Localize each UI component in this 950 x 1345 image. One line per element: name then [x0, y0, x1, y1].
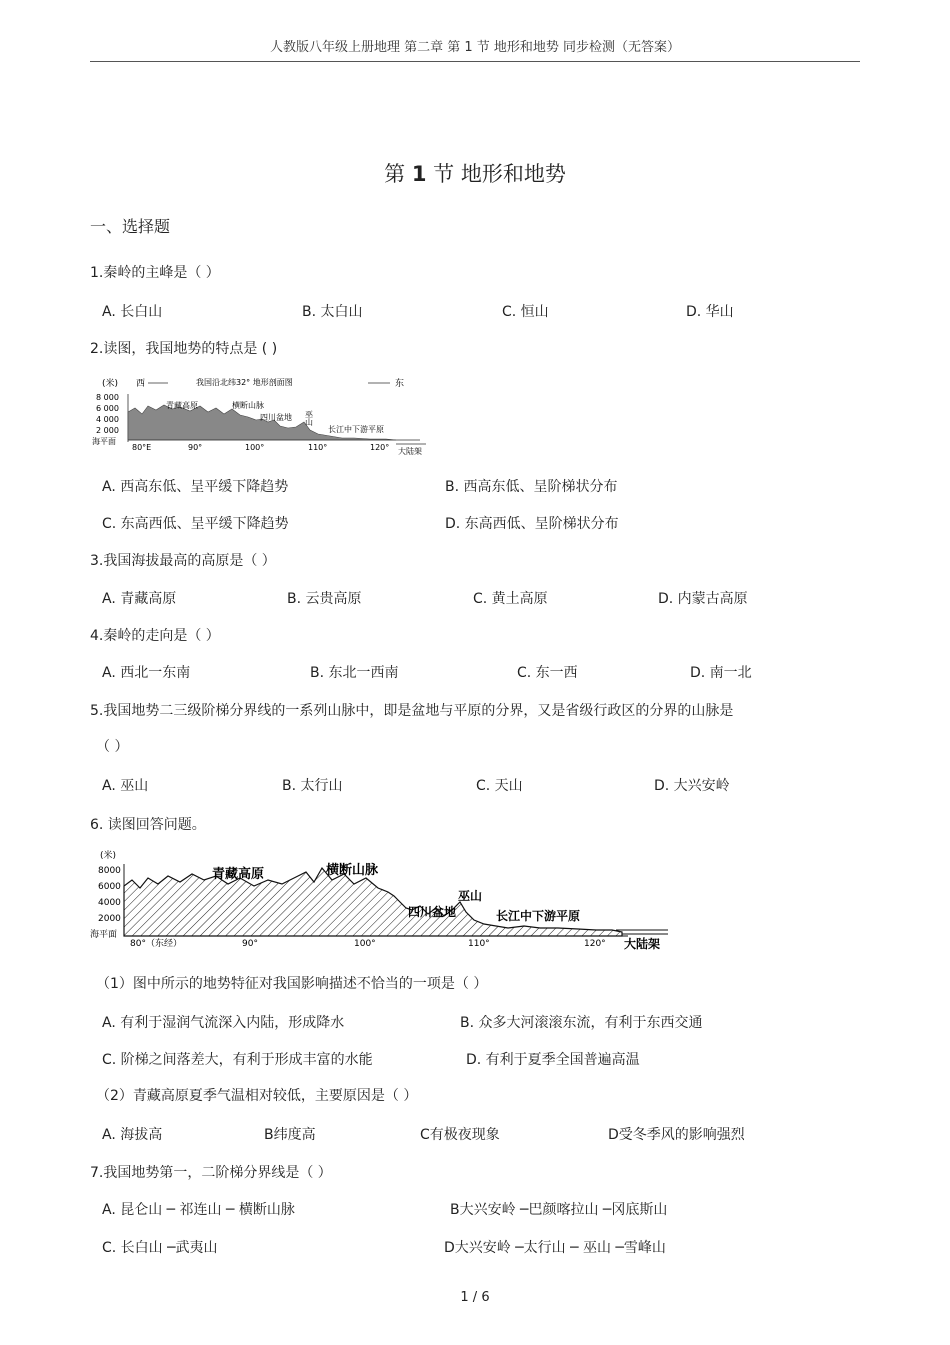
fig2-ytick-4000: 4000: [98, 898, 121, 908]
fig2-ytick-2000: 2000: [98, 914, 121, 924]
fig2-sea-level: 海平面: [90, 930, 118, 940]
fig1-label-sichuan: 四川盆地: [260, 413, 292, 422]
fig1-west-label: 西: [136, 379, 146, 389]
fig2-label-qinghai-tibet: 青藏高原: [212, 867, 265, 882]
q1-option-d: D. 华山: [686, 304, 734, 320]
fig1-sea-level: 海平面: [92, 437, 116, 446]
question-4-stem: 4.秦岭的走向是（ ）: [90, 628, 220, 644]
fig2-ytick-8000: 8000: [98, 866, 121, 876]
q4-option-a: A. 西北一东南: [102, 665, 191, 681]
title-pre: 第: [384, 162, 412, 186]
q3-option-d: D. 内蒙古高原: [658, 591, 748, 607]
fig1-label-qinghai-tibet: 青藏高原: [166, 401, 198, 410]
q6-sub1-option-c: C. 阶梯之间落差大，有利于形成丰富的水能: [102, 1052, 373, 1068]
fig2-terrain-area: [124, 868, 622, 936]
fig2-xtick-110: 110°: [468, 939, 490, 949]
q5-option-b: B. 太行山: [282, 778, 343, 794]
fig1-ytick-2000: 2 000: [96, 426, 119, 435]
fig2-xtick-80: 80°（东经）: [130, 939, 182, 949]
fig1-label-wushan: 巫山: [304, 410, 314, 426]
q6-sub2-stem: （2）青藏高原夏季气温相对较低，主要原因是（ ）: [96, 1088, 418, 1104]
terrain-profile-figure-2: [88, 844, 678, 956]
fig2-label-wushan: 巫山: [458, 889, 483, 903]
title-number: 1: [411, 162, 427, 186]
question-6-stem: 6. 读图回答问题。: [90, 817, 206, 833]
fig2-ytick-6000: 6000: [98, 882, 121, 892]
fig1-terrain-area: [128, 405, 396, 440]
q1-option-c: C. 恒山: [502, 304, 549, 320]
q1-option-a: A. 长白山: [102, 304, 163, 320]
q5-option-d: D. 大兴安岭: [654, 778, 730, 794]
fig1-xtick-120: 120°: [370, 443, 390, 452]
fig1-xtick-110: 110°: [308, 443, 328, 452]
q1-option-b: B. 太白山: [302, 304, 363, 320]
fig2-label-changjiang: 长江中下游平原: [496, 909, 581, 923]
page-title: [0, 158, 950, 188]
fig1-east-label: 东: [395, 379, 405, 389]
q6-sub1-option-d: D. 有利于夏季全国普遍高温: [466, 1052, 640, 1068]
fig1-caption: 我国沿北纬32° 地形剖面图: [196, 378, 293, 387]
q7-option-c: C. 长白山 ─武夷山: [102, 1240, 218, 1256]
q4-option-c: C. 东一西: [517, 665, 578, 681]
q6-sub2-option-b: B纬度高: [264, 1127, 316, 1143]
q6-sub2-option-a: A. 海拔高: [102, 1127, 163, 1143]
fig2-label-hengduan: 横断山脉: [326, 863, 379, 878]
question-2-stem: 2.读图，我国地势的特点是 ( ): [90, 341, 278, 357]
q6-sub1-option-a: A. 有利于湿润气流深入内陆，形成降水: [102, 1015, 345, 1031]
q6-sub2-option-d: D受冬季风的影响强烈: [608, 1127, 745, 1143]
q5-option-a: A. 巫山: [102, 778, 149, 794]
q6-sub2-option-c: C有极夜现象: [420, 1127, 500, 1143]
q3-option-a: A. 青藏高原: [102, 591, 177, 607]
fig1-xtick-100: 100°: [245, 443, 265, 452]
fig1-xtick-90: 90°: [188, 443, 203, 452]
q2-option-c: C. 东高西低、呈平缓下降趋势: [102, 516, 289, 532]
fig1-unit: (米): [102, 379, 119, 389]
fig1-ytick-6000: 6 000: [96, 404, 119, 413]
q4-option-d: D. 南一北: [690, 665, 752, 681]
q3-option-b: B. 云贵高原: [287, 591, 362, 607]
q2-option-d: D. 东高西低、呈阶梯状分布: [445, 516, 619, 532]
page-number: 1 / 6: [460, 1290, 490, 1305]
q6-sub1-stem: （1）图中所示的地势特征对我国影响描述不恰当的一项是（ ）: [96, 976, 488, 992]
fig2-label-shelf: 大陆架: [624, 937, 661, 951]
q7-option-b: B大兴安岭 ─巴颜喀拉山 ─冈底斯山: [450, 1202, 668, 1218]
q7-option-d: D大兴安岭 ─太行山 ─ 巫山 ─雪峰山: [444, 1240, 666, 1256]
title-post: 节 地形和地势: [426, 162, 566, 186]
question-7-stem: 7.我国地势第一，二阶梯分界线是（ ）: [90, 1165, 332, 1181]
header-rule: [90, 61, 860, 62]
question-5-stem: 5.我国地势二三级阶梯分界线的一系列山脉中，即是盆地与平原的分界，又是省级行政区的分界的山脉是: [90, 703, 734, 719]
fig2-label-sichuan: 四川盆地: [408, 905, 457, 919]
question-1-stem: 1.秦岭的主峰是（ ）: [90, 265, 220, 281]
fig1-ytick-8000: 8 000: [96, 393, 119, 402]
q6-sub1-option-b: B. 众多大河滚滚东流，有利于东西交通: [460, 1015, 703, 1031]
q2-option-b: B. 西高东低、呈阶梯状分布: [445, 479, 618, 495]
q4-option-b: B. 东北一西南: [310, 665, 399, 681]
section-heading: 一、选择题: [90, 217, 171, 236]
fig1-xtick-80: 80°E: [132, 443, 152, 452]
fig1-label-shelf: 大陆架: [398, 447, 422, 456]
fig2-xtick-90: 90°: [242, 939, 258, 949]
q2-option-a: A. 西高东低、呈平缓下降趋势: [102, 479, 289, 495]
fig2-xtick-100: 100°: [354, 939, 376, 949]
question-5-paren: （ ）: [96, 739, 129, 755]
fig2-xtick-120: 120°: [584, 939, 606, 949]
fig1-label-hengduan: 横断山脉: [232, 401, 264, 410]
fig2-unit: (米): [100, 851, 117, 861]
q7-option-a: A. 昆仑山 ─ 祁连山 ─ 横断山脉: [102, 1202, 295, 1218]
terrain-profile-figure-1: [90, 372, 435, 462]
page-header: 人教版八年级上册地理 第二章 第 1 节 地形和地势 同步检测（无答案）: [269, 40, 681, 55]
question-3-stem: 3.我国海拔最高的高原是（ ）: [90, 553, 276, 569]
fig1-label-changjiang: 长江中下游平原: [328, 425, 384, 434]
q5-option-c: C. 天山: [476, 778, 523, 794]
q3-option-c: C. 黄土高原: [473, 591, 548, 607]
fig1-ytick-4000: 4 000: [96, 415, 119, 424]
